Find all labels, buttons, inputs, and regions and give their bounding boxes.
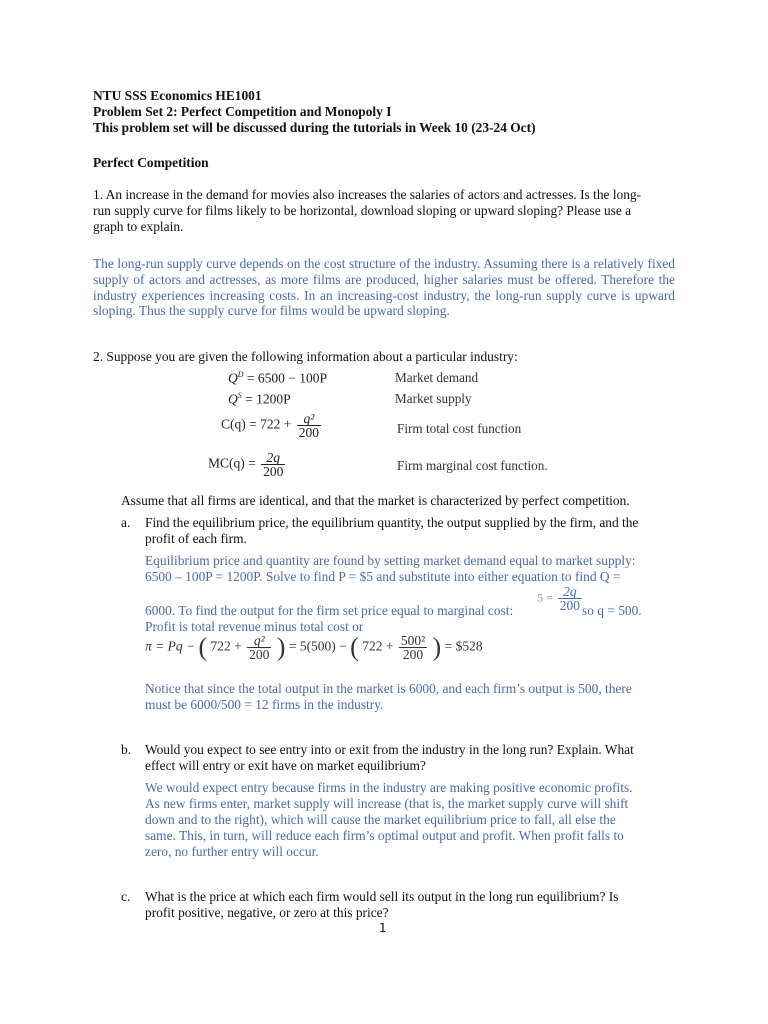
part-a-answer-line: Profit is total revenue minus total cost or xyxy=(145,619,364,634)
part-a-answer-line: 6000. To find the output for the firm set price equal to marginal cost: xyxy=(145,603,514,618)
part-b-answer: We would expect entry because firms in the industry are making positive economic profits. As new firms enter, market supply will increase (that is, the market supply curve will shift down and to the right), which will cause the market equilibrium price to fall, all else the same. This, in turn, will reduce each firm’s optimal output and profit. When profit falls to zero, no further entry will occur. xyxy=(145,780,633,859)
equation-demand: $Q^D = 6500 - 100P$ xyxy=(228,370,328,386)
problem-set-title: Problem Set 2: Perfect Competition and Monopoly I xyxy=(93,104,392,119)
question-1-line: 1. An increase in the demand for movies also increases the salaries of actors and actresses. Is the long- xyxy=(93,187,642,202)
assumption-text: Assume that all firms are identical, and that the market is characterized by perfect competition. xyxy=(121,493,630,508)
equation-total-cost: C(q) = 722 + $\frac{\text{q²}}{200}$ xyxy=(221,411,319,440)
part-a-answer-line: 6500 – 100P = 1200P. Solve to find P = $5 and substitute into either equation to find Q = xyxy=(145,569,621,584)
question-1-line: run supply curve for films likely to be horizontal, download sloping or upward sloping? Please use a xyxy=(93,203,632,218)
part-a-answer-line: Equilibrium price and quantity are found by setting market demand equal to market supply: xyxy=(145,553,636,568)
profit-equation: π = Pq − ( 722 + $\frac{\text{q²}}{200}$ ) = 5(500) − ( 722 + $\frac{\text{500²}}{200}$ ) = $528 xyxy=(145,632,483,662)
part-a-marker: a. xyxy=(121,515,131,530)
question-1 xyxy=(93,187,641,235)
answer-1: The long-run supply curve depends on the cost structure of the industry. Assuming there is a relatively fixed supply of actors and actresses, as more films are produced, higher salaries must be offered. Therefore the industry experiences increasing costs. In an increasing-cost industry, the long-run supply curve is upward sloping. Thus the supply curve for films would be upward sloping. xyxy=(93,256,675,319)
page-number: 1 xyxy=(379,921,387,935)
question-2-intro: 2. Suppose you are given the following information about a particular industry: xyxy=(93,349,518,364)
mc-equation-suffix: so q = 500. xyxy=(582,603,642,618)
question-1-line: graph to explain. xyxy=(93,219,184,234)
part-c-marker: c. xyxy=(121,889,131,904)
part-b-question: Would you expect to see entry into or exit from the industry in the long run? Explain. What effect will entry or exit have on market equilibrium? xyxy=(145,742,634,773)
equation-marginal-cost: MC(q) = $\frac{2q}{200}$ xyxy=(208,450,284,479)
part-c-question: What is the price at which each firm would sell its output in the long run equilibrium? Is profit positive, negative, or zero at this price? xyxy=(145,889,619,920)
schedule-note: This problem set will be discussed during the tutorials in Week 10 (23-24 Oct) xyxy=(93,120,536,135)
label-total-cost: Firm total cost function xyxy=(397,421,522,436)
label-demand: Market demand xyxy=(395,370,479,385)
label-marginal-cost: Firm marginal cost function. xyxy=(397,458,548,473)
label-supply: Market supply xyxy=(395,391,472,406)
mc-equation: 5 = $\frac{2q}{200}$ xyxy=(537,584,581,613)
part-b-marker: b. xyxy=(121,742,132,757)
equation-supply: $Q^S = 1200P$ xyxy=(228,391,291,407)
part-a-question: Find the equilibrium price, the equilibrium quantity, the output supplied by the firm, and the profit of each firm. xyxy=(145,515,639,546)
course-title: NTU SSS Economics HE1001 xyxy=(93,88,262,103)
part-a-note: Notice that since the total output in the market is 6000, and each firm’s output is 500, there must be 6000/500 = 12 firms in the industry. xyxy=(145,681,632,712)
section-heading: Perfect Competition xyxy=(93,155,209,170)
